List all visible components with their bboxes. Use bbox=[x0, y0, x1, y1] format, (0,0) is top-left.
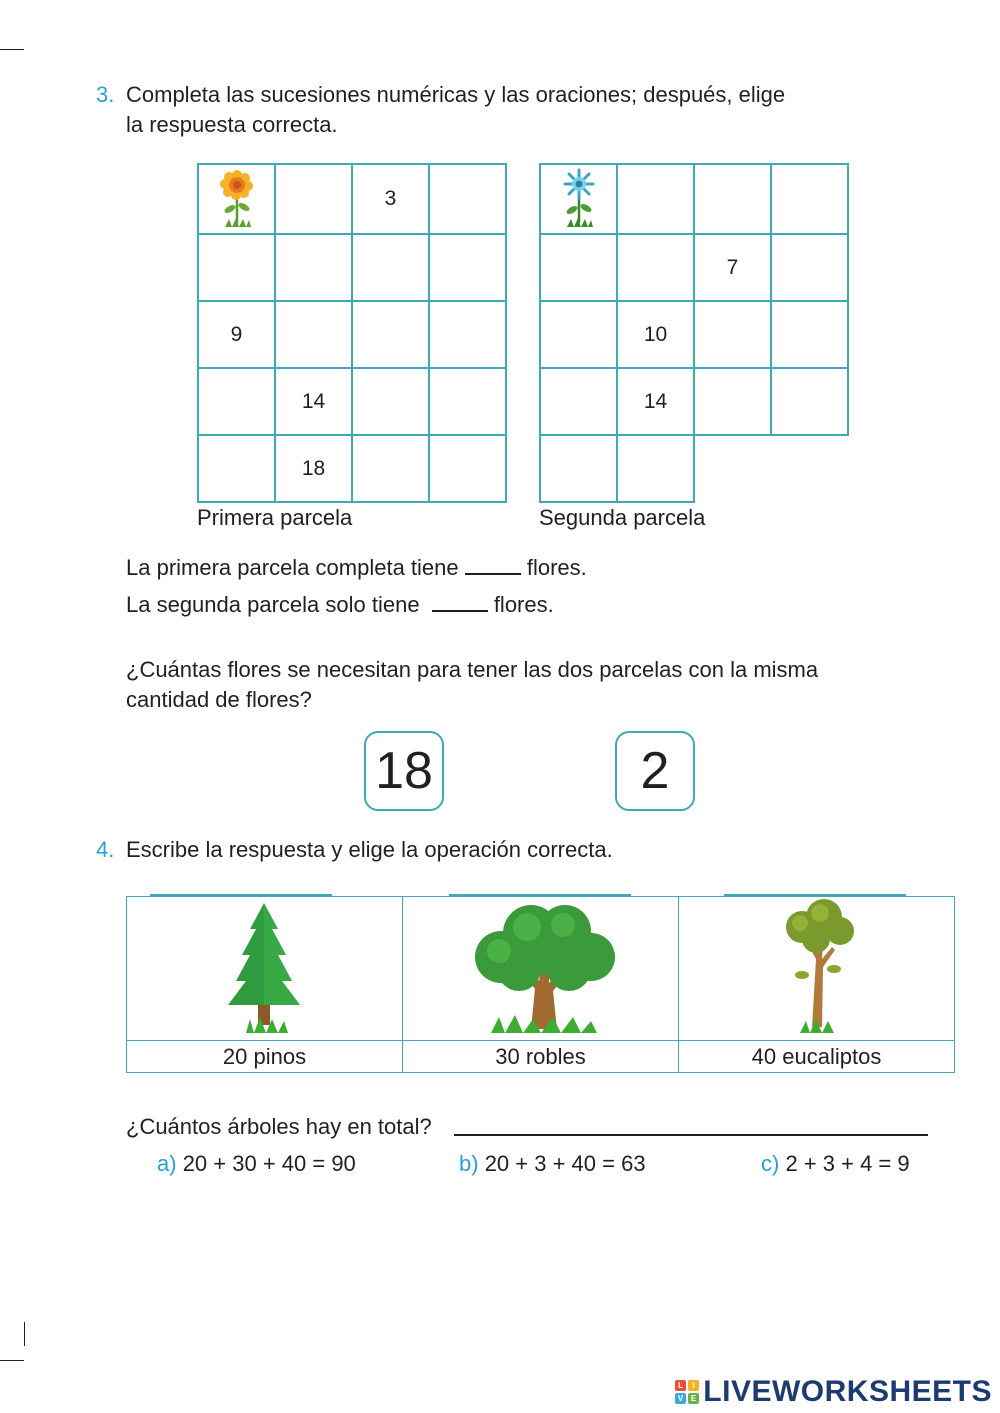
logo-text: LIVEWORKSHEETS bbox=[703, 1375, 992, 1408]
oak-tree-icon bbox=[461, 899, 621, 1035]
grid-cell bbox=[540, 234, 617, 301]
grid-cell bbox=[429, 301, 506, 368]
crop-mark bbox=[0, 1360, 24, 1361]
grid-cell bbox=[352, 368, 429, 435]
first-plot-answer-blank[interactable] bbox=[465, 555, 521, 575]
option-letter: a) bbox=[157, 1151, 177, 1176]
tree-label: 40 eucaliptos bbox=[679, 1041, 955, 1073]
second-plot-answer-blank[interactable] bbox=[432, 592, 488, 612]
grid-cell-flower bbox=[198, 164, 275, 234]
orange-flower-icon bbox=[217, 165, 257, 227]
question-4-text: Escribe la respuesta y elige la operación correcta. bbox=[126, 837, 613, 862]
grid-cell: 10 bbox=[617, 301, 694, 368]
grid-cell bbox=[275, 164, 352, 234]
tree-image-cell bbox=[679, 897, 955, 1041]
liveworksheets-logo bbox=[675, 1375, 992, 1409]
grid-cell bbox=[771, 368, 848, 435]
grid-cell bbox=[198, 435, 275, 502]
tree-image-cell bbox=[127, 897, 403, 1041]
grid-empty-space bbox=[694, 435, 771, 502]
grid-cell: 9 bbox=[198, 301, 275, 368]
grid-cell bbox=[429, 435, 506, 502]
option-text: 2 + 3 + 4 = 9 bbox=[785, 1151, 910, 1176]
sentence-text: flores. bbox=[526, 555, 587, 580]
flowers-question-line-2: cantidad de flores? bbox=[126, 687, 312, 712]
pine-tree-icon bbox=[220, 899, 310, 1035]
crop-mark bbox=[0, 49, 24, 50]
total-trees-question: ¿Cuántos árboles hay en total? bbox=[126, 1114, 432, 1139]
sentence-first-plot bbox=[126, 555, 587, 581]
grid-cell: 14 bbox=[617, 368, 694, 435]
first-plot-grid bbox=[197, 163, 507, 503]
question-3-line-2: la respuesta correcta. bbox=[126, 112, 338, 137]
tree-label: 20 pinos bbox=[127, 1041, 403, 1073]
grid-cell bbox=[540, 435, 617, 502]
grid-cell bbox=[771, 164, 848, 234]
grid-cell bbox=[429, 368, 506, 435]
grid-cell bbox=[198, 234, 275, 301]
grid-cell bbox=[617, 435, 694, 502]
grid-cell: 14 bbox=[275, 368, 352, 435]
grid-cell bbox=[617, 234, 694, 301]
grid-cell bbox=[771, 234, 848, 301]
logo-mark-icon: L I V E bbox=[675, 1380, 699, 1404]
grid-cell bbox=[540, 368, 617, 435]
trees-table bbox=[126, 896, 955, 1073]
second-plot-grid bbox=[539, 163, 849, 503]
grid-empty-space bbox=[771, 435, 848, 502]
grid-cell bbox=[429, 234, 506, 301]
grid-cell bbox=[275, 301, 352, 368]
question-4-number: 4. bbox=[96, 837, 115, 862]
option-text: 20 + 3 + 40 = 63 bbox=[484, 1151, 646, 1176]
sentence-text: La segunda parcela solo tiene bbox=[126, 592, 420, 617]
option-text: 20 + 30 + 40 = 90 bbox=[182, 1151, 356, 1176]
grid-cell bbox=[352, 435, 429, 502]
total-trees-answer-line[interactable] bbox=[454, 1134, 928, 1136]
grid-cell bbox=[275, 234, 352, 301]
grid-cell bbox=[429, 164, 506, 234]
option-c[interactable] bbox=[761, 1151, 910, 1177]
grid-cell bbox=[198, 368, 275, 435]
crop-mark bbox=[24, 1322, 25, 1346]
grid-cell bbox=[352, 234, 429, 301]
grid-cell bbox=[694, 368, 771, 435]
grid-cell bbox=[540, 301, 617, 368]
sentence-text: flores. bbox=[493, 592, 554, 617]
question-3-line-1: Completa las sucesiones numéricas y las oraciones; después, elige bbox=[126, 82, 786, 107]
flowers-question-line-1: ¿Cuántas flores se necesitan para tener las dos parcelas con la misma bbox=[126, 657, 819, 682]
sentence-second-plot bbox=[126, 592, 554, 618]
first-plot-caption: Primera parcela bbox=[197, 505, 353, 530]
grid-cell: 7 bbox=[694, 234, 771, 301]
option-a[interactable] bbox=[157, 1151, 356, 1177]
sentence-text: La primera parcela completa tiene bbox=[126, 555, 459, 580]
eucalyptus-tree-icon bbox=[772, 899, 862, 1035]
answer-choice-button[interactable]: 2 bbox=[615, 731, 695, 811]
blue-flower-icon bbox=[559, 165, 599, 227]
option-letter: c) bbox=[761, 1151, 780, 1176]
grid-cell bbox=[694, 301, 771, 368]
grid-cell: 3 bbox=[352, 164, 429, 234]
grid-cell bbox=[352, 301, 429, 368]
option-letter: b) bbox=[459, 1151, 479, 1176]
tree-image-cell bbox=[403, 897, 679, 1041]
grid-cell: 18 bbox=[275, 435, 352, 502]
option-b[interactable] bbox=[459, 1151, 646, 1177]
grid-cell bbox=[617, 164, 694, 234]
answer-choice-button[interactable]: 18 bbox=[364, 731, 444, 811]
grid-cell bbox=[694, 164, 771, 234]
grid-cell bbox=[771, 301, 848, 368]
tree-label: 30 robles bbox=[403, 1041, 679, 1073]
question-3-number: 3. bbox=[96, 82, 115, 107]
grid-cell-flower bbox=[540, 164, 617, 234]
second-plot-caption: Segunda parcela bbox=[539, 505, 706, 530]
